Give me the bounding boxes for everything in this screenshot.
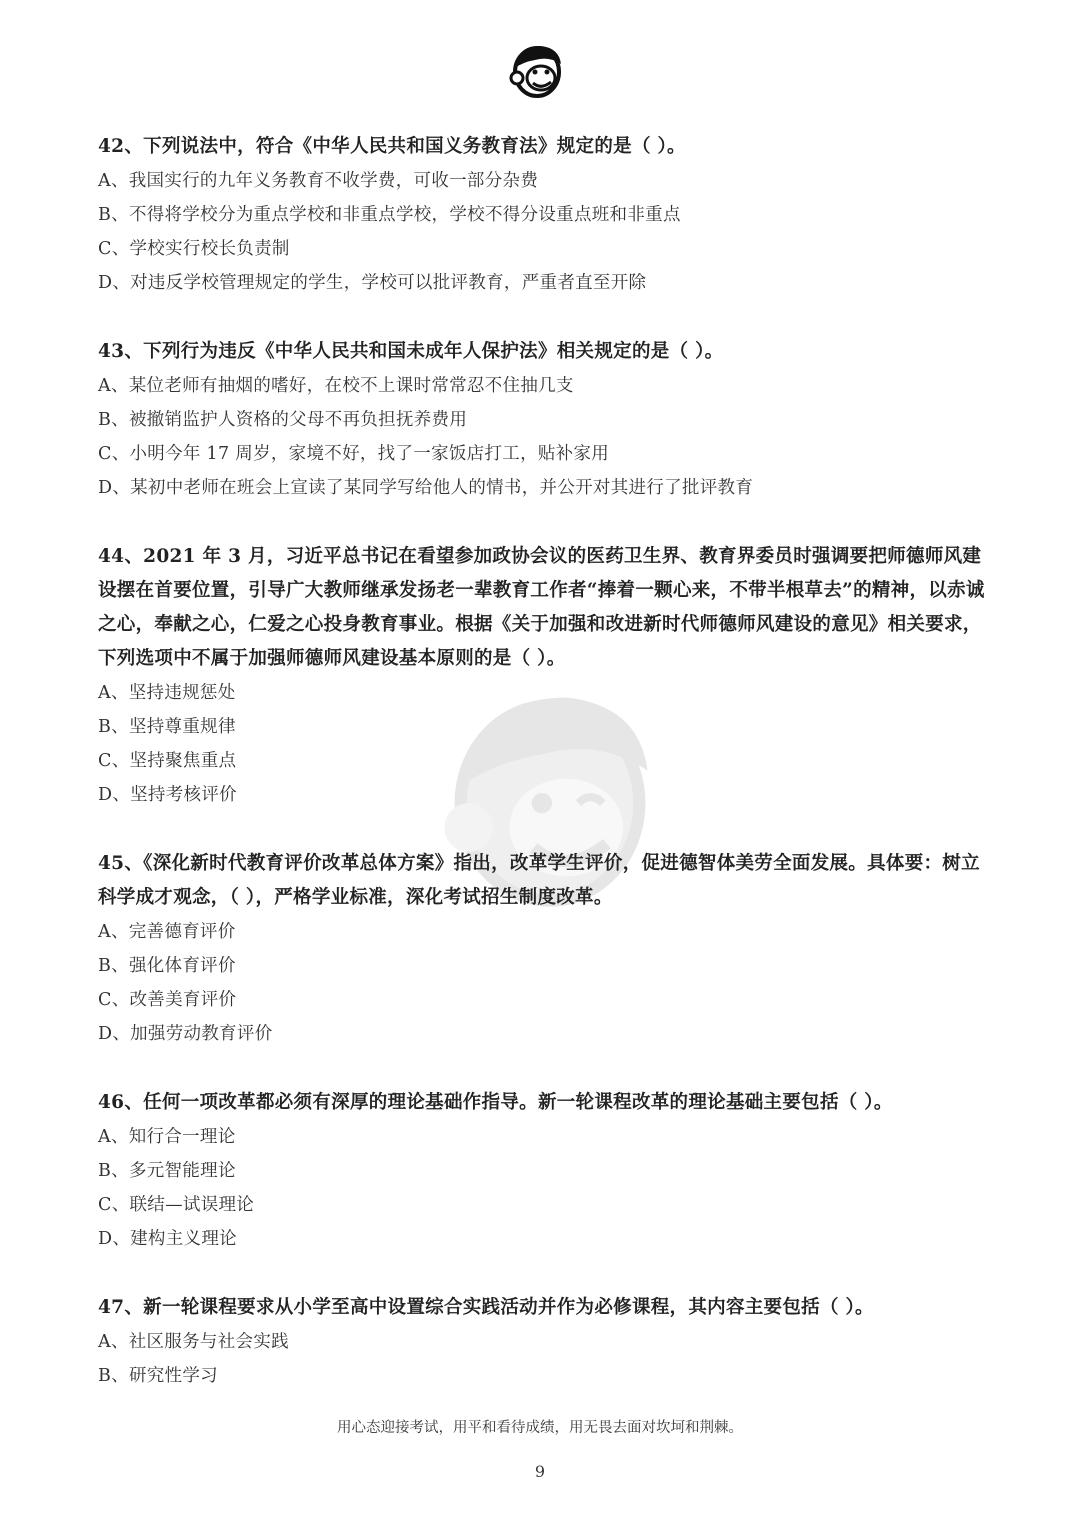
question-list xyxy=(98,130,988,1428)
option-c: C、联结—试误理论 xyxy=(98,1195,255,1215)
option-b: B、不得将学校分为重点学校和非重点学校，学校不得分设重点班和非重点 xyxy=(98,205,681,225)
question-title: 44、2021 年 3 月，习近平总书记在看望参加政协会议的医药卫生界、教育界委员时强调要把师德师风建设摆在首要位置，引导广大教师继承发扬老一辈教育工作者“捧着一颗心来，不带半根草去”的精神，以赤诚之心，奉献之心，仁爱之心投身教育事业。根据《关于加强和改进新时代师德师风建设的意见》相关要求，下列选项中不属于加强师德师风建设基本原则的是（ ）。 xyxy=(98,546,985,669)
question-42 xyxy=(98,130,988,300)
option-b: B、坚持尊重规律 xyxy=(98,717,236,737)
question-43 xyxy=(98,335,988,505)
option-a: A、社区服务与社会实践 xyxy=(98,1332,289,1352)
option-a: A、坚持违规惩处 xyxy=(98,683,236,703)
option-b: B、强化体育评价 xyxy=(98,956,236,976)
option-a: A、某位老师有抽烟的嗜好，在校不上课时常常忍不住抽几支 xyxy=(98,376,574,396)
question-title: 42、下列说法中，符合《中华人民共和国义务教育法》规定的是（ ）。 xyxy=(98,136,686,157)
option-c: C、学校实行校长负责制 xyxy=(98,239,290,259)
page-number: 9 xyxy=(534,1462,546,1481)
question-title: 43、下列行为违反《中华人民共和国未成年人保护法》相关规定的是（ ）。 xyxy=(98,341,724,362)
option-d: D、某初中老师在班会上宣读了某同学写给他人的情书，并公开对其进行了批评教育 xyxy=(98,478,754,498)
option-c: C、坚持聚焦重点 xyxy=(98,751,237,771)
option-d: D、建构主义理论 xyxy=(98,1229,237,1249)
monkey-logo-icon xyxy=(505,38,569,102)
question-44 xyxy=(98,540,988,812)
option-b: B、被撤销监护人资格的父母不再负担抚养费用 xyxy=(98,410,468,430)
question-title: 47、新一轮课程要求从小学至高中设置综合实践活动并作为必修课程，其内容主要包括（ ）。 xyxy=(98,1297,874,1318)
option-a: A、完善德育评价 xyxy=(98,922,236,942)
option-b: B、研究性学习 xyxy=(98,1366,218,1386)
option-c: C、小明今年 17 周岁，家境不好，找了一家饭店打工，贴补家用 xyxy=(98,444,610,464)
option-a: A、我国实行的九年义务教育不收学费，可收一部分杂费 xyxy=(98,171,539,191)
option-d: D、对违反学校管理规定的学生，学校可以批评教育，严重者直至开除 xyxy=(98,273,647,293)
option-a: A、知行合一理论 xyxy=(98,1127,236,1147)
question-46 xyxy=(98,1086,988,1256)
option-c: C、改善美育评价 xyxy=(98,990,237,1010)
footer-motto: 用心态迎接考试，用平和看待成绩，用无畏去面对坎坷和荆棘。 xyxy=(337,1420,743,1436)
question-45 xyxy=(98,847,988,1051)
question-title: 45、《深化新时代教育评价改革总体方案》指出，改革学生评价，促进德智体美劳全面发展。具体要：树立科学成才观念，（ ），严格学业标准，深化考试招生制度改革。 xyxy=(98,853,980,908)
option-d: D、加强劳动教育评价 xyxy=(98,1024,273,1044)
option-b: B、多元智能理论 xyxy=(98,1161,236,1181)
option-d: D、坚持考核评价 xyxy=(98,785,237,805)
question-title: 46、任何一项改革都必须有深厚的理论基础作指导。新一轮课程改革的理论基础主要包括（ ）。 xyxy=(98,1092,893,1113)
question-47 xyxy=(98,1291,988,1393)
